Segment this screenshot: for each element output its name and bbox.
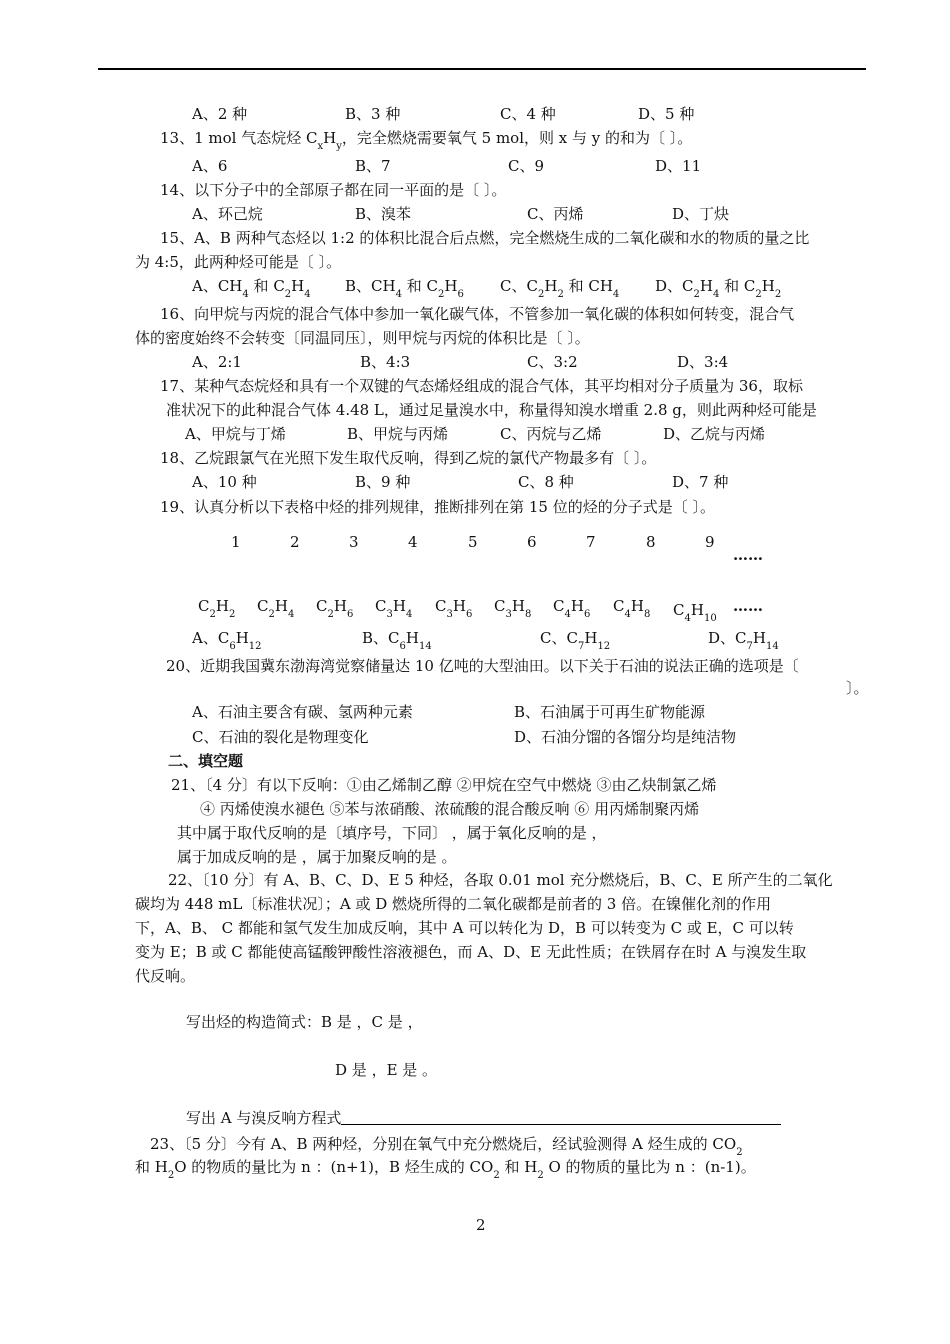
question-13: 13、1 mol 气态烷烃 $C_xH_y$，完全燃烧需要氧气 5 mol，则 x 与 y 的和为〔 〕。 [160,129,693,152]
question-16-line1: 16、向甲烷与丙烷的混合气体中参加一氧化碳气体，不管参加一氧化碳的体积如何转变，混合气 [160,305,795,323]
question-20-line2: 〕。 [846,679,869,697]
q16-option-d: D、3:4 [677,353,729,371]
sequence-number: 1 [231,533,241,551]
question-20-line1: 20、近期我国冀东渤海湾觉察储量达 10 亿吨的大型油田。以下关于石油的说法正确的选项是〔 [166,657,799,675]
sequence-ellipsis: …… [733,597,763,615]
q15-option-c: C、$C_2H_2$ 和 $CH_4$ [500,277,620,300]
q17-option-b: B、甲烷与丙烯 [347,425,449,443]
question-22-line4: 变为 E；B 或 C 都能使高锰酸钾酸性溶液褪色，而 A、D、E 无此性质；在铁屑存在时 A 与溴发生取 [135,943,807,961]
question-23-line2: 和 $H_2O$ 的物质的量比为 n ：(n+1)，B 烃生成的 $CO_2$ 和 $H_2$ O 的物质的量比为 n ：(n-1)。 [135,1158,756,1181]
q12-option-a: A、2 种 [192,105,248,123]
q18-option-b: B、9 种 [355,473,411,491]
question-23-line1: 23、〔5 分〕今有 A、B 两种烃，分别在氧气中充分燃烧后，经试验测得 A 烃生成的 $CO_2$ [150,1135,743,1158]
question-22-write-bc: 写出烃的构造简式：B 是 ，C 是 ， [186,1013,423,1031]
question-22-line5: 代反响。 [135,967,196,985]
question-18: 18、乙烷跟氯气在光照下发生取代反响，得到乙烷的氯代产物最多有〔 〕。 [160,449,657,467]
q13-option-b: B、7 [355,157,391,175]
q14-option-a: A、环己烷 [192,205,263,223]
question-22-line1: 22、〔10 分〕有 A、B、C、D、E 5 种烃，各取 0.01 mol 充分燃烧后，B、C、E 所产生的二氧化 [168,871,833,889]
sequence-number: 2 [290,533,300,551]
question-14: 14、以下分子中的全部原子都在同一平面的是〔 〕。 [160,181,507,199]
question-19: 19、认真分析以下表格中烃的排列规律，推断排列在第 15 位的烃的分子式是〔 〕。 [160,498,715,516]
q19-option-d: D、$C_7H_{14}$ [708,629,779,652]
question-21-line1: 21、〔4 分〕有以下反响：①由乙烯制乙醇 ②甲烷在空气中燃烧 ③由乙炔制氯乙烯 [171,776,717,794]
q14-option-c: C、丙烯 [527,205,584,223]
q17-option-c: C、丙烷与乙烯 [500,425,602,443]
question-21-line2: ④ 丙烯使溴水褪色 ⑤苯与浓硝酸、浓硫酸的混合酸反响 ⑥ 用丙烯制聚丙烯 [200,800,700,818]
sequence-formula: $C_3H_6$ [435,597,473,620]
sequence-formula: $C_4H_8$ [613,597,651,620]
q20-option-d: D、石油分馏的各馏分均是纯洁物 [514,728,737,746]
q19-option-a: A、$C_6H_{12}$ [192,629,262,652]
q19-option-b: B、$C_6H_{14}$ [362,629,432,652]
question-15-line2: 为 4:5，此两种烃可能是〔 〕。 [135,253,342,271]
question-22-write-de: D 是 ，E 是 。 [335,1061,438,1079]
question-22-line3: 下，A、B、 C 都能和氢气发生加成反响，其中 A 可以转化为 D，B 可以转变为 C 或 E，C 可以转 [135,919,794,937]
q17-option-a: A、甲烷与丁烯 [185,425,286,443]
q14-option-d: D、丁炔 [672,205,730,223]
sequence-number: 6 [527,533,537,551]
sequence-formula: $C_4H_{10}$ [673,601,717,624]
q13-option-a: A、6 [192,157,228,175]
q18-option-d: D、7 种 [672,473,729,491]
q12-option-c: C、4 种 [500,105,556,123]
q16-option-c: C、3:2 [527,353,578,371]
sequence-number: 9 [705,533,715,551]
answer-blank[interactable] [341,1110,781,1125]
sequence-number: 5 [468,533,478,551]
sequence-number: 8 [646,533,656,551]
sequence-formula: $C_3H_4$ [375,597,413,620]
question-17-line2: 准状况下的此种混合气体 4.48 L，通过足量溴水中，称量得知溴水增重 2.8 g，则此两种烃可能是 [166,401,817,419]
q16-option-a: A、2:1 [192,353,242,371]
q13-option-c: C、9 [508,157,545,175]
q20-option-c: C、石油的裂化是物理变化 [192,728,369,746]
page-number: 2 [476,1216,486,1234]
q20-option-a: A、石油主要含有碳、氢两种元素 [192,703,413,721]
q20-option-b: B、石油属于可再生矿物能源 [514,703,706,721]
q12-option-d: D、5 种 [638,105,695,123]
sequence-formula: $C_2H_2$ [198,597,236,620]
q16-option-b: B、4:3 [360,353,411,371]
sequence-formula: $C_4H_6$ [553,597,591,620]
sequence-formula: $C_2H_6$ [316,597,354,620]
sequence-number: 3 [349,533,359,551]
q15-option-a: A、$CH_4$ 和 $C_2H_4$ [192,277,311,300]
sequence-ellipsis: …… [733,546,763,564]
question-22-line2: 碳均为 448 mL〔标准状况〕；A 或 D 燃烧所得的二氧化碳都是前者的 3 倍。在镍催化剂的作用 [135,895,772,913]
sequence-formula: $C_3H_8$ [494,597,532,620]
q15-option-d: D、$C_2H_4$ 和 $C_2H_2$ [655,277,782,300]
sequence-number: 7 [586,533,596,551]
q12-option-b: B、3 种 [345,105,401,123]
q19-option-c: C、$C_7H_{12}$ [540,629,611,652]
q18-option-c: C、8 种 [518,473,574,491]
question-15-line1: 15、A、B 两种气态烃以 1:2 的体积比混合后点燃，完全燃烧生成的二氧化碳和水的物质的量之比 [160,229,810,247]
section-heading: 二、填空题 [168,752,244,770]
question-22-write-equation: 写出 A 与溴反响方程式 [186,1108,781,1128]
q13-option-d: D、11 [655,157,702,175]
question-17-line1: 17、某种气态烷烃和具有一个双键的气态烯烃组成的混合气体，其平均相对分子质量为 36，取标 [160,377,803,395]
question-21-line3: 其中属于取代反响的是〔填序号，下同〕 ，属于氧化反响的是 ， [177,824,607,842]
question-16-line2: 体的密度始终不会转变〔同温同压〕，则甲烷与丙烷的体积比是〔 〕。 [135,329,590,347]
q18-option-a: A、10 种 [192,473,257,491]
q15-option-b: B、$CH_4$ 和 $C_2H_6$ [345,277,464,300]
question-21-line4: 属于加成反响的是 ，属于加聚反响的是 。 [177,848,457,866]
sequence-number: 4 [408,533,418,551]
sequence-formula: $C_2H_4$ [257,597,295,620]
q17-option-d: D、乙烷与丙烯 [663,425,766,443]
q14-option-b: B、溴苯 [355,205,412,223]
header-rule [98,68,866,70]
